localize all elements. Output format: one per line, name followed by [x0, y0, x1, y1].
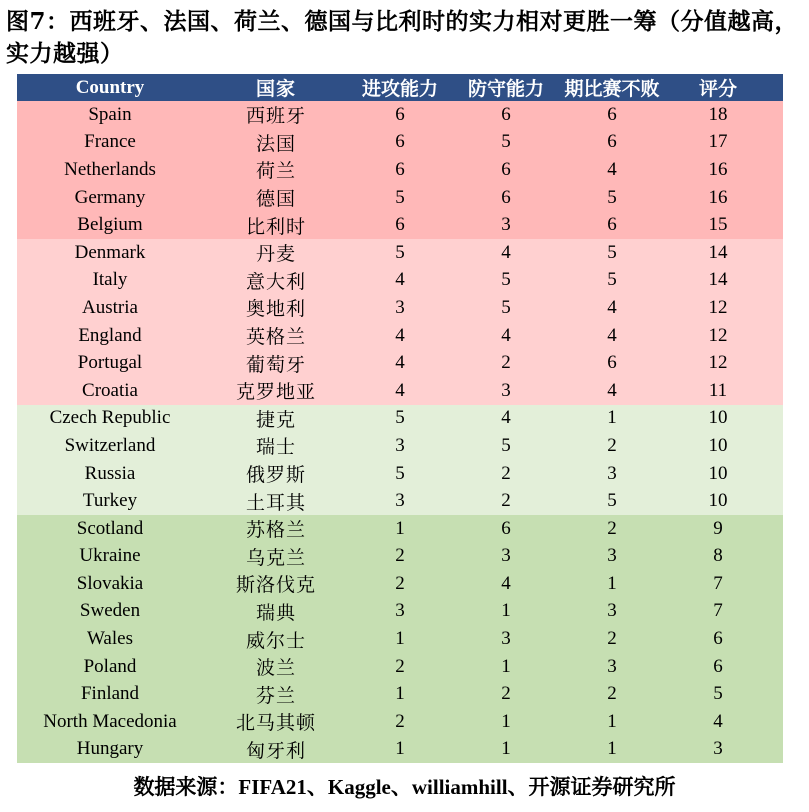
cell-unbeaten: 6 — [607, 214, 617, 236]
cell-unbeaten: 1 — [607, 407, 617, 429]
cell-score: 3 — [713, 738, 723, 760]
cell-country-cn: 比利时 — [245, 215, 306, 238]
cell-attack: 4 — [395, 324, 405, 346]
cell-defense: 1 — [501, 710, 511, 732]
cell-unbeaten: 5 — [607, 269, 617, 291]
cell-defense: 5 — [501, 131, 511, 153]
cell-unbeaten: 4 — [607, 324, 617, 346]
cell-defense: 4 — [501, 324, 511, 346]
cell-country-cn: 北马其顿 — [235, 712, 316, 735]
table-row — [17, 625, 783, 653]
cell-country-cn: 匈牙利 — [245, 739, 306, 762]
cell-score: 6 — [713, 655, 723, 677]
source-note: 数据来源：FIFA21、Kaggle、williamhill、开源证券研究所 — [133, 775, 676, 799]
cell-country: Ukraine — [79, 545, 141, 567]
table-row — [17, 184, 783, 212]
cell-defense: 4 — [501, 572, 511, 594]
cell-country: Russia — [84, 462, 136, 484]
cell-country: Austria — [82, 296, 138, 318]
cell-score: 14 — [708, 269, 728, 291]
cell-country-cn: 波兰 — [255, 657, 296, 680]
cell-country: Scotland — [76, 517, 144, 539]
cell-country-cn: 意大利 — [245, 270, 306, 293]
cell-score: 12 — [708, 324, 728, 346]
cell-score: 7 — [713, 572, 723, 594]
cell-attack: 5 — [395, 241, 405, 263]
cell-country: Sweden — [79, 600, 141, 622]
cell-defense: 6 — [501, 186, 511, 208]
cell-attack: 3 — [395, 296, 405, 318]
header-score: 评分 — [698, 78, 737, 100]
cell-unbeaten: 5 — [607, 241, 617, 263]
table-row — [17, 294, 783, 322]
cell-unbeaten: 2 — [607, 517, 617, 539]
cell-defense: 2 — [501, 490, 511, 512]
cell-attack: 5 — [395, 407, 405, 429]
cell-unbeaten: 6 — [607, 352, 617, 374]
cell-country: Spain — [88, 103, 132, 125]
cell-country-cn: 西班牙 — [245, 105, 306, 128]
cell-score: 4 — [713, 710, 723, 732]
header-defense: 防守能力 — [467, 78, 544, 100]
table-row — [17, 598, 783, 626]
cell-country-cn: 克罗地亚 — [235, 381, 316, 404]
cell-country-cn: 苏格兰 — [245, 519, 306, 542]
cell-attack: 1 — [395, 738, 405, 760]
header-country: Country — [75, 76, 145, 98]
cell-attack: 6 — [395, 131, 405, 153]
cell-unbeaten: 2 — [607, 628, 617, 650]
table-row — [17, 432, 783, 460]
cell-attack: 3 — [395, 434, 405, 456]
cell-attack: 5 — [395, 462, 405, 484]
cell-attack: 4 — [395, 352, 405, 374]
table-row — [17, 156, 783, 184]
cell-country: France — [84, 131, 136, 153]
table-row — [17, 460, 783, 488]
cell-defense: 1 — [501, 600, 511, 622]
cell-country-cn: 捷克 — [255, 408, 296, 431]
cell-country: Wales — [87, 628, 133, 650]
table-row — [17, 405, 783, 433]
cell-defense: 2 — [501, 462, 511, 484]
cell-unbeaten: 4 — [607, 296, 617, 318]
cell-country-cn: 斯洛伐克 — [235, 574, 316, 597]
table-row — [17, 736, 783, 764]
cell-country: Croatia — [82, 379, 138, 401]
cell-attack: 1 — [395, 683, 405, 705]
cell-country: North Macedonia — [43, 710, 177, 732]
cell-unbeaten: 3 — [607, 655, 617, 677]
cell-country-cn: 英格兰 — [245, 326, 306, 349]
cell-unbeaten: 6 — [607, 103, 617, 125]
cell-score: 16 — [708, 186, 728, 208]
cell-defense: 1 — [501, 738, 511, 760]
cell-country: Hungary — [76, 738, 144, 760]
cell-score: 15 — [708, 214, 728, 236]
cell-attack: 2 — [395, 572, 405, 594]
cell-defense: 2 — [501, 352, 511, 374]
cell-score: 10 — [708, 434, 728, 456]
cell-attack: 1 — [395, 517, 405, 539]
cell-country-cn: 威尔士 — [245, 629, 306, 652]
cell-country: Slovakia — [76, 572, 144, 594]
table-row — [17, 322, 783, 350]
table-row — [17, 570, 783, 598]
cell-country: England — [78, 324, 142, 346]
cell-unbeaten: 3 — [607, 462, 617, 484]
cell-unbeaten: 5 — [607, 490, 617, 512]
cell-score: 10 — [708, 490, 728, 512]
cell-country: Italy — [92, 269, 128, 291]
table-row — [17, 653, 783, 681]
cell-defense: 2 — [501, 683, 511, 705]
cell-country: Poland — [83, 655, 137, 677]
cell-score: 16 — [708, 158, 728, 180]
cell-unbeaten: 2 — [607, 434, 617, 456]
cell-attack: 6 — [395, 103, 405, 125]
cell-attack: 4 — [395, 269, 405, 291]
table-row — [17, 377, 783, 405]
cell-country-cn: 奥地利 — [245, 298, 306, 321]
cell-country: Switzerland — [64, 434, 156, 456]
cell-unbeaten: 1 — [607, 572, 617, 594]
cell-country-cn: 丹麦 — [255, 243, 296, 266]
table-row — [17, 680, 783, 708]
cell-country-cn: 俄罗斯 — [245, 464, 306, 487]
cell-defense: 3 — [501, 628, 511, 650]
cell-attack: 2 — [395, 655, 405, 677]
cell-score: 11 — [708, 379, 728, 401]
table-row — [17, 211, 783, 239]
cell-score: 5 — [713, 683, 723, 705]
cell-country: Portugal — [77, 352, 143, 374]
cell-defense: 6 — [501, 517, 511, 539]
cell-attack: 6 — [395, 158, 405, 180]
header-attack: 进攻能力 — [361, 78, 438, 100]
cell-unbeaten: 4 — [607, 379, 617, 401]
cell-country-cn: 德国 — [255, 188, 296, 211]
cell-country-cn: 芬兰 — [255, 684, 296, 707]
cell-defense: 6 — [501, 158, 511, 180]
cell-country: Turkey — [82, 490, 138, 512]
table-row — [17, 487, 783, 515]
cell-defense: 4 — [501, 241, 511, 263]
cell-attack: 6 — [395, 214, 405, 236]
header-unbeaten: 期比赛不败 — [564, 78, 660, 100]
cell-country-cn: 瑞士 — [255, 436, 296, 459]
table-row — [17, 101, 783, 129]
cell-score: 10 — [708, 462, 728, 484]
cell-defense: 5 — [501, 434, 511, 456]
cell-score: 14 — [708, 241, 728, 263]
cell-score: 18 — [708, 103, 728, 125]
cell-country: Belgium — [77, 214, 143, 236]
cell-country: Netherlands — [64, 158, 156, 180]
figure-title: 图7：西班牙、法国、荷兰、德国与比利时的实力相对更胜一筹（分值越高，实力越强） — [6, 8, 799, 67]
cell-country-cn: 瑞典 — [255, 601, 296, 624]
cell-score: 17 — [708, 131, 728, 153]
cell-unbeaten: 3 — [607, 600, 617, 622]
cell-score: 7 — [713, 600, 723, 622]
table-body — [17, 101, 783, 763]
table-row — [17, 543, 783, 571]
cell-score: 12 — [708, 352, 728, 374]
cell-unbeaten: 1 — [607, 710, 617, 732]
cell-attack: 5 — [395, 186, 405, 208]
cell-attack: 2 — [395, 545, 405, 567]
cell-country: Germany — [74, 186, 146, 208]
cell-score: 12 — [708, 296, 728, 318]
cell-attack: 1 — [395, 628, 405, 650]
cell-attack: 4 — [395, 379, 405, 401]
table-row — [17, 267, 783, 295]
table-row — [17, 515, 783, 543]
cell-score: 8 — [713, 545, 723, 567]
cell-unbeaten: 6 — [607, 131, 617, 153]
cell-country-cn: 荷兰 — [255, 160, 296, 183]
cell-attack: 3 — [395, 600, 405, 622]
cell-defense: 5 — [501, 296, 511, 318]
table-row — [17, 349, 783, 377]
cell-country-cn: 葡萄牙 — [245, 353, 306, 376]
cell-defense: 6 — [501, 103, 511, 125]
table-header-row — [17, 74, 783, 101]
cell-score: 10 — [708, 407, 728, 429]
cell-score: 9 — [713, 517, 723, 539]
table-row — [17, 239, 783, 267]
table-row — [17, 129, 783, 157]
table-row — [17, 708, 783, 736]
cell-attack: 3 — [395, 490, 405, 512]
cell-unbeaten: 4 — [607, 158, 617, 180]
cell-country: Denmark — [74, 241, 146, 263]
cell-defense: 3 — [501, 214, 511, 236]
cell-unbeaten: 2 — [607, 683, 617, 705]
cell-defense: 4 — [501, 407, 511, 429]
cell-defense: 3 — [501, 545, 511, 567]
cell-country: Finland — [80, 683, 140, 705]
cell-defense: 1 — [501, 655, 511, 677]
cell-country-cn: 土耳其 — [245, 491, 306, 514]
cell-defense: 3 — [501, 379, 511, 401]
cell-country-cn: 乌克兰 — [245, 546, 306, 569]
cell-country: Czech Republic — [49, 407, 171, 429]
ranking-table — [17, 74, 783, 763]
cell-country-cn: 法国 — [255, 132, 296, 155]
cell-attack: 2 — [395, 710, 405, 732]
cell-defense: 5 — [501, 269, 511, 291]
cell-score: 6 — [713, 628, 723, 650]
header-country-cn: 国家 — [255, 78, 296, 100]
cell-unbeaten: 3 — [607, 545, 617, 567]
cell-unbeaten: 1 — [607, 738, 617, 760]
cell-unbeaten: 5 — [607, 186, 617, 208]
